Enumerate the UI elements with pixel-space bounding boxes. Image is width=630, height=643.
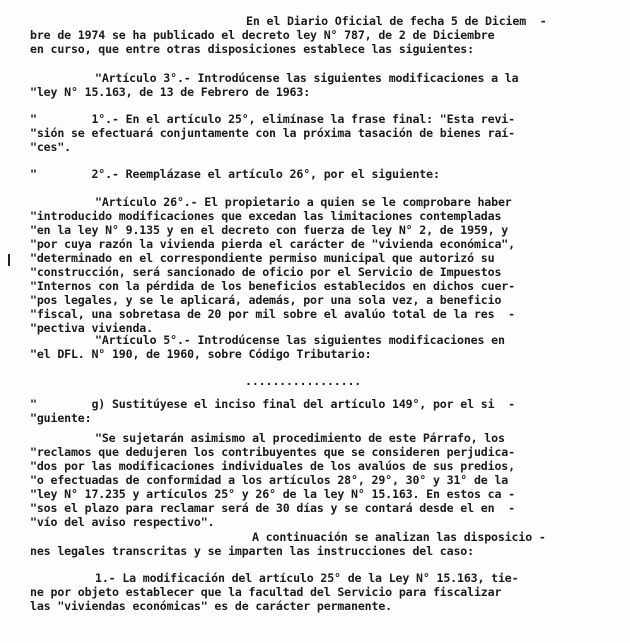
text-line: ne por objeto establecer que la facultad del Servicio para fiscalizar bbox=[30, 585, 502, 599]
text-line: "el DFL. N° 190, de 1960, sobre Código Tributario: bbox=[30, 347, 372, 361]
text-line: "por cuya razón la vivienda pierda el carácter de "vivienda económica", bbox=[30, 237, 515, 251]
text-line: En el Diario Oficial de fecha 5 de Diciem - bbox=[246, 14, 547, 28]
text-line: "fiscal, una sobretasa de 20 por mil sobre el avalúo total de la res - bbox=[30, 307, 515, 321]
text-line: "en la ley N° 9.135 y en el decreto con fuerza de ley N° 2, de 1959, y bbox=[30, 223, 509, 237]
text-line: "guiente: bbox=[30, 411, 92, 425]
text-line: "Artículo 26°.- El propietario a quien se le comprobare haber bbox=[95, 195, 512, 209]
text-line: A continuación se analizan las disposicio - bbox=[252, 530, 546, 544]
text-line: 1.- La modificación del artículo 25° de la Ley N° 15.163, tie- bbox=[95, 571, 519, 585]
text-line: "Se sujetarán asimismo al procedimiento de este Párrafo, los bbox=[95, 431, 505, 445]
text-line: "ley N° 15.163, de 13 de Febrero de 1963: bbox=[30, 85, 311, 99]
text-line: "introducido modificaciones que excedan las limitaciones contempladas bbox=[30, 209, 502, 223]
text-line: las "viviendas económicas" es de carácter permanente. bbox=[30, 599, 392, 613]
text-line: "ces". bbox=[30, 140, 71, 154]
text-line: " 2°.- Reemplázase el artículo 26°, por el siguiente: bbox=[30, 167, 440, 181]
text-line: "sos el plazo para reclamar será de 30 días y se contará desde el en - bbox=[30, 501, 515, 515]
text-line: " g) Sustitúyese el inciso final del artículo 149°, por el si - bbox=[30, 397, 515, 411]
text-line: "construcción, será sancionado de oficio por el Servicio de Impuestos bbox=[30, 265, 502, 279]
text-line: "sión se efectuará conjuntamente con la próxima tasación de bienes raí- bbox=[30, 126, 515, 140]
text-line: nes legales transcritas y se imparten las instrucciones del caso: bbox=[30, 544, 474, 558]
text-line: "determinado en el correspondiente permiso municipal que autorizó su bbox=[30, 251, 495, 265]
text-line: "Internos con la pérdida de los beneficios establecidos en dichos cuer- bbox=[30, 279, 515, 293]
text-line: "o efectuadas de conformidad a los artículos 28°, 29°, 30° y 31° de la bbox=[30, 473, 509, 487]
ellipsis-separator: ................. bbox=[245, 374, 362, 388]
text-line: "pectiva vivienda. bbox=[30, 321, 153, 335]
text-line: "dos por las modificaciones individuales de los avalúos de sus predios, bbox=[30, 459, 515, 473]
text-line: en curso, que entre otras disposiciones establece las siguientes: bbox=[30, 42, 474, 56]
text-line: "Artículo 3°.- Introdúcense las siguientes modificaciones a la bbox=[95, 71, 519, 85]
text-line: " 1°.- En el artículo 25°, elimínase la frase final: "Esta revi- bbox=[30, 112, 515, 126]
margin-mark bbox=[8, 254, 10, 266]
text-line: "ley N° 17.235 y artículos 25° y 26° de la ley N° 15.163. En estos ca - bbox=[30, 487, 515, 501]
text-line: bre de 1974 se ha publicado el decreto ley N° 787, de 2 de Diciembre bbox=[30, 28, 495, 42]
text-line: "vío del aviso respectivo". bbox=[30, 515, 215, 529]
text-line: "reclamos que dedujeren los contribuyentes que se consideren perjudica- bbox=[30, 445, 515, 459]
text-line: "pos legales, y se le aplicará, además, por una sola vez, a beneficio bbox=[30, 293, 502, 307]
text-line: "Artículo 5°.- Introdúcense las siguientes modificaciones en bbox=[95, 333, 505, 347]
